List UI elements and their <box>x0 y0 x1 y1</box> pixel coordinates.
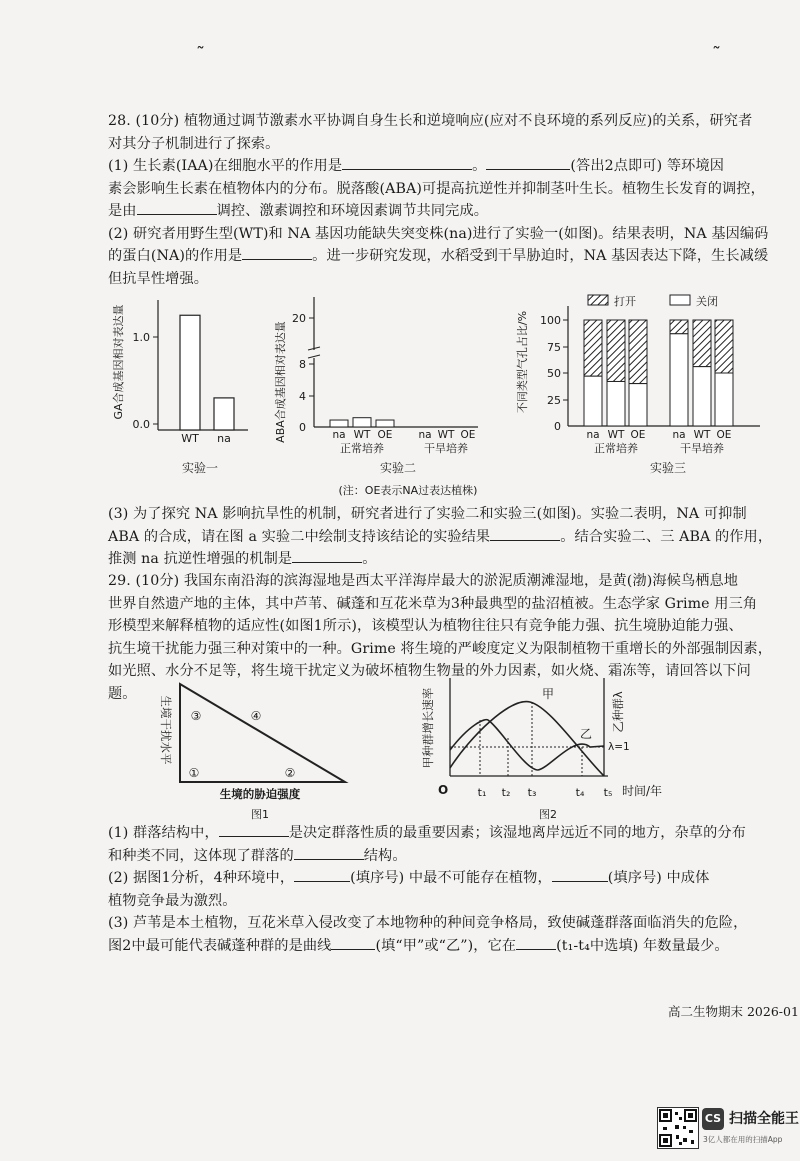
q29-line: 植物竞争最为激烈。 <box>108 892 237 909</box>
exp1-chart <box>111 300 248 475</box>
exp3-bar-open <box>715 320 733 373</box>
exp3-legend: 关闭 <box>696 295 718 308</box>
exp3-category: na <box>672 429 686 441</box>
exp2-tick: 8 <box>299 358 306 371</box>
answer-blank[interactable] <box>242 245 312 260</box>
fig2-origin: O <box>438 783 449 797</box>
exp2-bar-oe-normal <box>376 420 394 427</box>
exp1-tick: 0.0 <box>132 418 150 431</box>
exp3-legend: 打开 <box>614 295 636 308</box>
q29-line: (3) 芦苇是本土植物，互花米草入侵改变了本地物种的种间竞争格局，致使碱蓬群落面临消失的危险， <box>108 915 748 931</box>
q28-line: 素会影响生长素在植物体内的分布。脱落酸(ABA)可提高抗逆性并抑制茎叶生长。植物生长发育的调控， <box>108 180 765 197</box>
exp2-bar-na-normal <box>330 420 348 427</box>
q29-line: 如光照、水分不足等，将生境干扰定义为破坏植物生物量的外力因素，如火烧、霜冻等，请回答以下问题。 <box>108 663 751 702</box>
exp3-bar-closed <box>715 373 733 426</box>
exp3-bar-open <box>670 320 688 334</box>
exp2-category: WT <box>437 429 455 441</box>
scan-mark-left: ˜ <box>196 44 205 65</box>
figure-note: (注：OE表示NA过表达植株) <box>338 484 478 497</box>
fig2-time-tick: t₅ <box>603 786 613 799</box>
exp3-tick: 75 <box>547 341 561 354</box>
q29-figures <box>150 672 690 824</box>
answer-blank[interactable] <box>331 935 375 950</box>
q28-part1-end: 是由 调控、激素调控和环境因素调节共同完成。 <box>108 200 778 223</box>
exp2-bar-wt-normal <box>353 418 371 427</box>
q28-intro <box>108 110 778 290</box>
exp3-bar-open <box>629 320 647 384</box>
fig2-xlabel: 时间/年 <box>622 784 663 798</box>
page-footer: 高二生物期末 2026-01 <box>668 1004 799 1019</box>
answer-blank[interactable] <box>294 845 364 860</box>
exp2-tick: 20 <box>292 312 306 325</box>
fig2-time-tick: t₁ <box>477 786 487 799</box>
exp2-category: na <box>418 429 432 441</box>
exp3-tick: 25 <box>547 394 561 407</box>
scanner-logo-icon: CS <box>702 1108 724 1130</box>
scanner-brand: 扫描全能王 <box>729 1111 799 1127</box>
exp1-category: WT <box>181 432 199 445</box>
exp3-ylabel: 不同类型气孔占比/% <box>516 310 529 414</box>
q28-line: 28. (10分) 植物通过调节激素水平协调自身生长和逆境响应(应对不良环境的系列反应)的关系，研究者 <box>108 113 753 129</box>
exp1-category: na <box>217 432 231 445</box>
q28-part3 <box>108 503 778 571</box>
q29-line: 29. (10分) 我国东南沿海的滨海湿地是西太平洋海岸最大的淤泥质潮滩湿地，是黄(渤)海候鸟栖息地 <box>108 573 739 589</box>
fig1-caption: 图1 <box>251 808 269 821</box>
answer-blank[interactable] <box>292 548 362 563</box>
q29-sub1-end: 和种类不同，这体现了群落的 结构。 <box>108 845 778 868</box>
exp2-group-label: 正常培养 <box>340 442 384 455</box>
q29-sub3: 图2中最可能代表碱蓬种群的是曲线 (填“甲”或“乙”)，它在 (t₁-t₄中选填) 年数量最少。 <box>108 935 778 958</box>
exp1-bar-na <box>214 398 234 430</box>
exp3-category: OE <box>716 429 732 441</box>
q28-part3-line: ABA 的合成，请在图 a 实验二中绘制支持该结论的实验结果 。结合实验二、三 ABA 的作用， <box>108 526 778 549</box>
exp3-bar-closed <box>693 367 711 426</box>
exp3-bar-closed <box>629 384 647 426</box>
exp2-category: OE <box>460 429 476 441</box>
exp1-bar-wt <box>180 315 200 430</box>
fig2-time-tick: t₂ <box>501 786 511 799</box>
exp3-category: WT <box>607 429 625 441</box>
answer-blank[interactable] <box>516 935 556 950</box>
q28-line: (2) 研究者用野生型(WT)和 NA 基因功能缺失突变株(na)进行了实验一(如图)。结果表明，NA 基因编码 <box>108 225 769 242</box>
fig2-caption: 图2 <box>539 808 557 821</box>
exp3-bar-closed <box>584 376 602 426</box>
exp3-tick: 50 <box>547 367 561 380</box>
exp2-category: na <box>332 429 346 441</box>
exp1-caption: 实验一 <box>181 461 219 475</box>
fig1-region: ② <box>284 766 296 780</box>
exp2-category: OE <box>377 429 393 441</box>
legend-closed-swatch <box>670 295 690 305</box>
exp3-bar-open <box>693 320 711 367</box>
fig1-xlabel: 生境的胁迫强度 <box>219 787 301 801</box>
fig2-ylabel-right: 乙种群λ <box>611 691 625 733</box>
fig2-curve-label: 甲 <box>542 687 555 701</box>
answer-blank[interactable] <box>294 867 350 882</box>
exp1-tick: 1.0 <box>132 331 150 344</box>
exp2-category: WT <box>353 429 371 441</box>
exp3-group-label: 干旱培养 <box>680 442 724 455</box>
exp3-chart <box>515 294 760 475</box>
answer-blank[interactable] <box>342 155 472 170</box>
fig2-time-tick: t₄ <box>575 786 585 799</box>
exp3-tick: 0 <box>554 420 561 433</box>
fig1-ylabel: 生境干扰水平 <box>159 695 173 765</box>
exp1-ylabel: GA合成基因相对表达量 <box>112 304 125 420</box>
q28-part2: 的蛋白(NA)的作用是 。进一步研究发现，水稻受到干旱胁迫时，NA 基因表达下降，生长减缓 <box>108 245 778 268</box>
q29-questions <box>108 822 778 957</box>
qr-code-icon <box>657 1107 699 1149</box>
fig1-triangle <box>159 684 345 821</box>
q28-line: (3) 为了探究 NA 影响抗旱性的机制，研究者进行了实验二和实验三(如图)。实验二表明，NA 可抑制 <box>108 506 747 522</box>
fig2-lambda-label: λ=1 <box>608 741 630 753</box>
exp3-tick: 100 <box>540 314 561 327</box>
exp2-chart <box>273 297 478 475</box>
q28-part1: (1) 生长素(IAA)在细胞水平的作用是 。 (答出2点即可) 等环境因 <box>108 155 778 178</box>
q29-sub1: (1) 群落结构中， 是决定群落性质的最重要因素；该湿地离岸远近不同的地方，杂草的分布 <box>108 822 778 845</box>
exp3-group-label: 正常培养 <box>594 442 638 455</box>
exp2-tick: 0 <box>299 421 306 434</box>
q29-line: 世界自然遗产地的主体，其中芦苇、碱蓬和互花米草为3种最典型的盐沼植被。生态学家 Grime 用三角 <box>108 595 758 612</box>
exp3-bar-closed <box>670 334 688 426</box>
fig1-region: ③ <box>190 709 202 723</box>
fig1-region: ④ <box>250 709 262 723</box>
fig2-time-tick: t₃ <box>527 786 537 799</box>
exp2-group-label: 干旱培养 <box>424 442 468 455</box>
q28-figures <box>108 292 798 504</box>
exp3-caption: 实验三 <box>649 461 687 475</box>
q29-line: 抗生境干扰能力强三种对策中的一种。Grime 将生境的严峻度定义为限制植物干重增长的外部强制因素， <box>108 640 772 657</box>
answer-blank[interactable] <box>137 200 217 215</box>
exp2-ylabel: ABA合成基因相对表达量 <box>274 321 287 443</box>
fig2-curves <box>421 678 662 821</box>
answer-blank[interactable] <box>486 155 570 170</box>
q28-part3-line: 推测 na 抗逆性增强的机制是 。 <box>108 548 778 571</box>
answer-blank[interactable] <box>552 867 608 882</box>
q28-line: 对其分子机制进行了探索。 <box>108 135 280 152</box>
exp3-bar-open <box>584 320 602 376</box>
exp3-category: WT <box>693 429 711 441</box>
legend-open-swatch <box>588 295 608 305</box>
scanner-tagline: 3亿人都在用的扫描App <box>703 1135 783 1144</box>
exp3-category: OE <box>630 429 646 441</box>
exp3-category: na <box>586 429 600 441</box>
answer-blank[interactable] <box>219 822 289 837</box>
scan-mark-right: ˜ <box>712 44 721 65</box>
answer-blank[interactable] <box>490 526 560 541</box>
q28-line: 但抗旱性增强。 <box>108 270 209 287</box>
exp2-caption: 实验二 <box>379 461 417 475</box>
fig2-ylabel-left: 甲种群增长速率 <box>421 687 435 769</box>
q29-line: 形模型来解释植物的适应性(如图1所示)，该模型认为植物往往只有竞争能力强、抗生境胁迫能力强、 <box>108 618 743 634</box>
exp3-bar-closed <box>607 381 625 426</box>
fig2-curve-label: 乙 <box>580 727 593 741</box>
exp3-bar-open <box>607 320 625 381</box>
fig1-region: ① <box>188 766 200 780</box>
q29-sub2: (2) 据图1分析，4种环境中， (填序号) 中最不可能存在植物， (填序号) 中成体 <box>108 867 778 890</box>
exp2-tick: 4 <box>299 390 306 403</box>
